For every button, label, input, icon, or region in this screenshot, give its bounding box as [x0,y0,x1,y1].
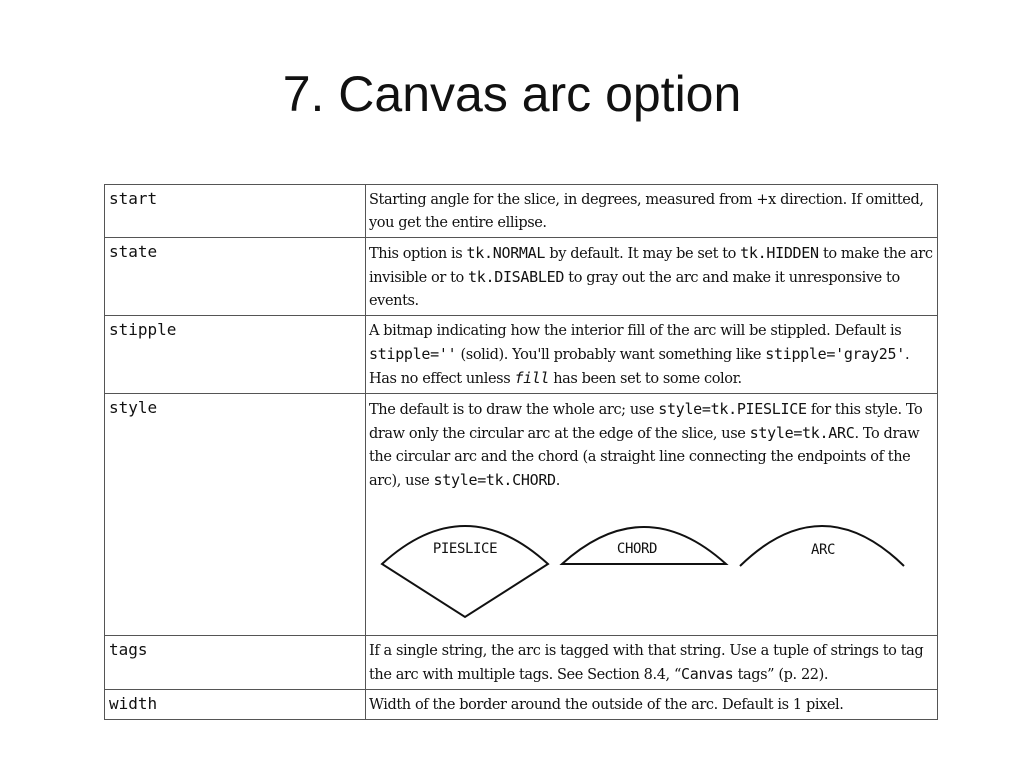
desc-text: . [555,473,560,489]
code-text: style=tk.CHORD [433,471,556,489]
options-table [104,184,938,720]
desc-text: . To draw the circular arc and the chord (a straight line connecting the endpoints of the arc), use [369,426,920,489]
option-name: width [105,690,366,720]
code-text: tk.DISABLED [468,268,565,286]
desc-text: tags” (p. 22). [733,667,829,683]
code-text: style=tk.PIESLICE [658,400,807,418]
option-description [366,636,938,690]
table-row [105,185,938,238]
code-text: stipple='' [369,345,457,363]
desc-text: . Has no effect unless [369,347,910,387]
table-row [105,636,938,690]
option-description: Starting angle for the slice, in degrees, measured from +x direction. If omitted, you get the entire ellipse. [366,185,938,238]
code-text: style=tk.ARC [749,424,855,442]
desc-text: for this style. To draw only the circular arc at the edge of the slice, use [369,402,923,442]
desc-text: A bitmap indicating how the interior fill of the arc will be stippled. Default is [369,323,902,339]
option-name: state [105,238,366,316]
table-row [105,394,938,636]
desc-text: has been set to some color. [549,371,742,387]
option-description: Width of the border around the outside of the arc. Default is 1 pixel. [366,690,938,720]
chord-label: CHORD [616,541,658,557]
pieslice-label: PIESLICE [432,541,498,557]
desc-text: by default. It may be set to [545,246,741,262]
pieslice-shape [382,526,548,617]
option-name: stipple [105,316,366,394]
table-row [105,316,938,394]
desc-text: This option is [369,246,467,262]
option-name: start [105,185,366,238]
arc-label: ARC [810,542,836,558]
table-row [105,238,938,316]
option-description [366,316,938,394]
option-name: style [105,394,366,636]
option-description [366,394,938,636]
desc-text: (solid). You'll probably want something like [456,347,766,363]
desc-text: If a single string, the arc is tagged with that string. Use a tuple of strings to tag the arc with multiple tags. See Section 8.4, “ [369,643,924,683]
option-description [366,238,938,316]
slide-title: 7. Canvas arc option [282,66,742,122]
desc-text: to gray out the arc and make it unresponsive to events. [369,270,900,309]
table-row [105,690,938,720]
option-name: tags [105,636,366,690]
arc-styles-figure [369,523,929,633]
code-text: tk.HIDDEN [740,244,819,262]
code-text: Canvas [680,665,734,683]
desc-text: The default is to draw the whole arc; use [369,402,659,418]
code-text: stipple='gray25' [765,345,905,363]
desc-text: to make the arc invisible or to [369,246,933,286]
code-text: fill [514,369,549,387]
code-text: tk.NORMAL [466,244,546,262]
